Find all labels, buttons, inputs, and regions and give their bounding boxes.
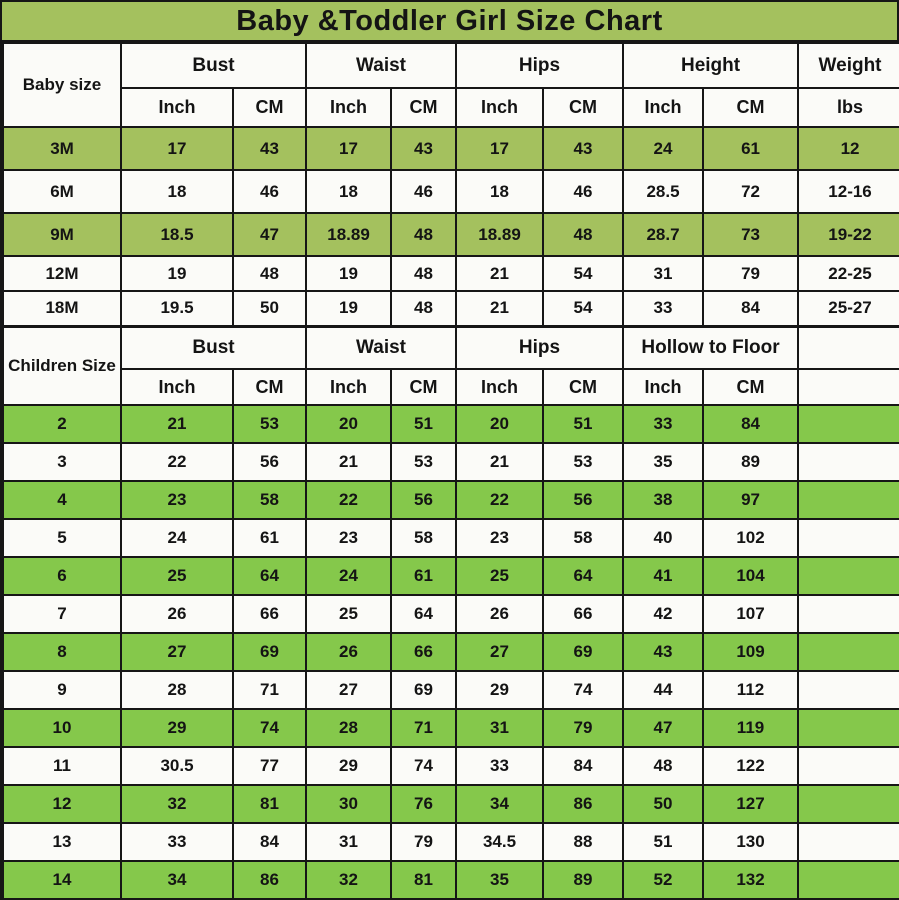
- value-cell: 109: [703, 633, 798, 671]
- value-cell: 53: [233, 405, 306, 443]
- value-cell: 102: [703, 519, 798, 557]
- value-cell: 48: [391, 291, 456, 326]
- value-cell: 127: [703, 785, 798, 823]
- table-row: [3, 170, 899, 213]
- value-cell: 32: [121, 785, 233, 823]
- table-row: [3, 709, 899, 747]
- value-cell: 17: [306, 127, 391, 170]
- value-cell: 58: [233, 481, 306, 519]
- value-cell: 56: [233, 443, 306, 481]
- value-cell: [798, 709, 899, 747]
- size-label: 9: [3, 671, 121, 709]
- children-sub-header-0: Inch: [121, 369, 233, 405]
- value-cell: 88: [543, 823, 623, 861]
- table-row: [3, 633, 899, 671]
- value-cell: 25: [306, 595, 391, 633]
- value-cell: 58: [543, 519, 623, 557]
- size-label: 3M: [3, 127, 121, 170]
- children-sub-header-8: [798, 369, 899, 405]
- value-cell: 24: [306, 557, 391, 595]
- baby-group-header-weight: Weight: [798, 43, 899, 88]
- baby-size-section: [3, 43, 899, 326]
- value-cell: 43: [623, 633, 703, 671]
- table-row: [3, 256, 899, 291]
- value-cell: 43: [543, 127, 623, 170]
- value-cell: 31: [306, 823, 391, 861]
- value-cell: 66: [543, 595, 623, 633]
- value-cell: [798, 785, 899, 823]
- size-label: 18M: [3, 291, 121, 326]
- table-row: [3, 595, 899, 633]
- value-cell: 20: [456, 405, 543, 443]
- children-group-header-bust: Bust: [121, 326, 306, 369]
- value-cell: 32: [306, 861, 391, 899]
- table-row: [3, 127, 899, 170]
- value-cell: 25: [456, 557, 543, 595]
- children-sub-header-4: Inch: [456, 369, 543, 405]
- value-cell: 26: [456, 595, 543, 633]
- value-cell: [798, 747, 899, 785]
- baby-row-header: Baby size: [3, 43, 121, 127]
- value-cell: 61: [703, 127, 798, 170]
- value-cell: 20: [306, 405, 391, 443]
- children-group-header-waist: Waist: [306, 326, 456, 369]
- value-cell: 79: [703, 256, 798, 291]
- value-cell: 28.7: [623, 213, 703, 256]
- baby-sub-header-2: Inch: [306, 88, 391, 127]
- baby-group-header-bust: Bust: [121, 43, 306, 88]
- table-row: [3, 671, 899, 709]
- size-label: 6: [3, 557, 121, 595]
- value-cell: 24: [623, 127, 703, 170]
- value-cell: 50: [623, 785, 703, 823]
- value-cell: 43: [233, 127, 306, 170]
- value-cell: 97: [703, 481, 798, 519]
- value-cell: 64: [391, 595, 456, 633]
- value-cell: 26: [306, 633, 391, 671]
- value-cell: 53: [543, 443, 623, 481]
- value-cell: 18.89: [456, 213, 543, 256]
- chart-title: Baby &Toddler Girl Size Chart: [2, 2, 897, 42]
- size-label: 11: [3, 747, 121, 785]
- value-cell: 79: [543, 709, 623, 747]
- value-cell: 51: [623, 823, 703, 861]
- baby-sub-header-0: Inch: [121, 88, 233, 127]
- value-cell: 42: [623, 595, 703, 633]
- value-cell: 50: [233, 291, 306, 326]
- value-cell: 30.5: [121, 747, 233, 785]
- table-row: [3, 785, 899, 823]
- baby-sub-header-6: Inch: [623, 88, 703, 127]
- value-cell: 31: [623, 256, 703, 291]
- value-cell: 30: [306, 785, 391, 823]
- value-cell: [798, 405, 899, 443]
- value-cell: 23: [306, 519, 391, 557]
- value-cell: 112: [703, 671, 798, 709]
- baby-group-header-hips: Hips: [456, 43, 623, 88]
- size-label: 10: [3, 709, 121, 747]
- size-label: 2: [3, 405, 121, 443]
- value-cell: [798, 595, 899, 633]
- value-cell: [798, 861, 899, 899]
- baby-group-header-height: Height: [623, 43, 798, 88]
- value-cell: 34: [121, 861, 233, 899]
- value-cell: 72: [703, 170, 798, 213]
- value-cell: 48: [391, 256, 456, 291]
- value-cell: 71: [391, 709, 456, 747]
- value-cell: 18: [306, 170, 391, 213]
- value-cell: 58: [391, 519, 456, 557]
- value-cell: 19: [306, 256, 391, 291]
- value-cell: 29: [306, 747, 391, 785]
- value-cell: 86: [543, 785, 623, 823]
- value-cell: 19.5: [121, 291, 233, 326]
- value-cell: 33: [456, 747, 543, 785]
- value-cell: 74: [233, 709, 306, 747]
- value-cell: 66: [233, 595, 306, 633]
- value-cell: 27: [121, 633, 233, 671]
- value-cell: 28: [121, 671, 233, 709]
- children-group-header-hips: Hips: [456, 326, 623, 369]
- value-cell: 84: [703, 291, 798, 326]
- baby-sub-header-5: CM: [543, 88, 623, 127]
- value-cell: 69: [233, 633, 306, 671]
- value-cell: 46: [543, 170, 623, 213]
- value-cell: 81: [391, 861, 456, 899]
- value-cell: 17: [121, 127, 233, 170]
- value-cell: 22: [306, 481, 391, 519]
- value-cell: 21: [121, 405, 233, 443]
- table-row: [3, 557, 899, 595]
- children-sub-header-5: CM: [543, 369, 623, 405]
- value-cell: 38: [623, 481, 703, 519]
- size-label: 12: [3, 785, 121, 823]
- value-cell: 27: [306, 671, 391, 709]
- value-cell: 53: [391, 443, 456, 481]
- value-cell: 23: [121, 481, 233, 519]
- value-cell: 84: [703, 405, 798, 443]
- value-cell: 33: [623, 291, 703, 326]
- value-cell: 19-22: [798, 213, 899, 256]
- value-cell: 71: [233, 671, 306, 709]
- value-cell: 25-27: [798, 291, 899, 326]
- value-cell: [798, 671, 899, 709]
- value-cell: 132: [703, 861, 798, 899]
- value-cell: 48: [233, 256, 306, 291]
- value-cell: 24: [121, 519, 233, 557]
- value-cell: 47: [623, 709, 703, 747]
- size-label: 5: [3, 519, 121, 557]
- children-sub-header-7: CM: [703, 369, 798, 405]
- value-cell: 54: [543, 291, 623, 326]
- value-cell: 31: [456, 709, 543, 747]
- size-label: 12M: [3, 256, 121, 291]
- value-cell: 12: [798, 127, 899, 170]
- value-cell: [798, 557, 899, 595]
- size-chart-table: [2, 42, 899, 900]
- baby-sub-header-8: lbs: [798, 88, 899, 127]
- children-group-header-empty: [798, 326, 899, 369]
- value-cell: 79: [391, 823, 456, 861]
- value-cell: 22: [456, 481, 543, 519]
- value-cell: [798, 823, 899, 861]
- size-label: 8: [3, 633, 121, 671]
- value-cell: 21: [306, 443, 391, 481]
- children-group-header-hollow-to-floor: Hollow to Floor: [623, 326, 798, 369]
- value-cell: 48: [623, 747, 703, 785]
- children-sub-header-6: Inch: [623, 369, 703, 405]
- value-cell: 29: [121, 709, 233, 747]
- value-cell: [798, 443, 899, 481]
- value-cell: 51: [543, 405, 623, 443]
- value-cell: 64: [543, 557, 623, 595]
- value-cell: 119: [703, 709, 798, 747]
- value-cell: 56: [391, 481, 456, 519]
- value-cell: 43: [391, 127, 456, 170]
- value-cell: 34: [456, 785, 543, 823]
- table-row: [3, 823, 899, 861]
- value-cell: [798, 633, 899, 671]
- value-cell: 23: [456, 519, 543, 557]
- table-row: [3, 405, 899, 443]
- value-cell: 47: [233, 213, 306, 256]
- value-cell: 21: [456, 291, 543, 326]
- value-cell: 28.5: [623, 170, 703, 213]
- value-cell: 40: [623, 519, 703, 557]
- children-sub-header-3: CM: [391, 369, 456, 405]
- value-cell: 54: [543, 256, 623, 291]
- value-cell: 26: [121, 595, 233, 633]
- value-cell: 52: [623, 861, 703, 899]
- value-cell: 64: [233, 557, 306, 595]
- value-cell: 61: [233, 519, 306, 557]
- value-cell: 21: [456, 443, 543, 481]
- table-row: [3, 861, 899, 899]
- baby-sub-header-4: Inch: [456, 88, 543, 127]
- children-size-section: [3, 326, 899, 899]
- value-cell: 18: [456, 170, 543, 213]
- value-cell: 69: [543, 633, 623, 671]
- size-label: 3: [3, 443, 121, 481]
- value-cell: 81: [233, 785, 306, 823]
- value-cell: 19: [306, 291, 391, 326]
- children-sub-header-1: CM: [233, 369, 306, 405]
- value-cell: 86: [233, 861, 306, 899]
- value-cell: 28: [306, 709, 391, 747]
- baby-sub-header-1: CM: [233, 88, 306, 127]
- value-cell: 41: [623, 557, 703, 595]
- table-row: [3, 291, 899, 326]
- value-cell: 74: [391, 747, 456, 785]
- baby-group-header-waist: Waist: [306, 43, 456, 88]
- value-cell: 66: [391, 633, 456, 671]
- children-sub-header-2: Inch: [306, 369, 391, 405]
- value-cell: 107: [703, 595, 798, 633]
- value-cell: 48: [543, 213, 623, 256]
- value-cell: 33: [121, 823, 233, 861]
- value-cell: 56: [543, 481, 623, 519]
- value-cell: [798, 481, 899, 519]
- value-cell: 29: [456, 671, 543, 709]
- value-cell: 35: [456, 861, 543, 899]
- table-row: [3, 519, 899, 557]
- value-cell: 44: [623, 671, 703, 709]
- size-label: 4: [3, 481, 121, 519]
- value-cell: 21: [456, 256, 543, 291]
- value-cell: 89: [543, 861, 623, 899]
- value-cell: 18.89: [306, 213, 391, 256]
- value-cell: 122: [703, 747, 798, 785]
- value-cell: 18.5: [121, 213, 233, 256]
- value-cell: 51: [391, 405, 456, 443]
- size-label: 13: [3, 823, 121, 861]
- value-cell: 89: [703, 443, 798, 481]
- size-label: 7: [3, 595, 121, 633]
- value-cell: 61: [391, 557, 456, 595]
- value-cell: 69: [391, 671, 456, 709]
- table-row: [3, 443, 899, 481]
- value-cell: 46: [233, 170, 306, 213]
- value-cell: 27: [456, 633, 543, 671]
- value-cell: 104: [703, 557, 798, 595]
- value-cell: 34.5: [456, 823, 543, 861]
- value-cell: 35: [623, 443, 703, 481]
- value-cell: 33: [623, 405, 703, 443]
- value-cell: 46: [391, 170, 456, 213]
- value-cell: [798, 519, 899, 557]
- value-cell: 130: [703, 823, 798, 861]
- baby-sub-header-7: CM: [703, 88, 798, 127]
- table-row: [3, 213, 899, 256]
- baby-sub-header-3: CM: [391, 88, 456, 127]
- value-cell: 18: [121, 170, 233, 213]
- value-cell: 84: [233, 823, 306, 861]
- size-label: 14: [3, 861, 121, 899]
- value-cell: 76: [391, 785, 456, 823]
- value-cell: 74: [543, 671, 623, 709]
- value-cell: 19: [121, 256, 233, 291]
- value-cell: 25: [121, 557, 233, 595]
- value-cell: 77: [233, 747, 306, 785]
- table-row: [3, 747, 899, 785]
- value-cell: 17: [456, 127, 543, 170]
- size-label: 9M: [3, 213, 121, 256]
- value-cell: 73: [703, 213, 798, 256]
- value-cell: 22-25: [798, 256, 899, 291]
- table-row: [3, 481, 899, 519]
- value-cell: 12-16: [798, 170, 899, 213]
- size-label: 6M: [3, 170, 121, 213]
- value-cell: 84: [543, 747, 623, 785]
- value-cell: 48: [391, 213, 456, 256]
- value-cell: 22: [121, 443, 233, 481]
- children-row-header: Children Size: [3, 326, 121, 405]
